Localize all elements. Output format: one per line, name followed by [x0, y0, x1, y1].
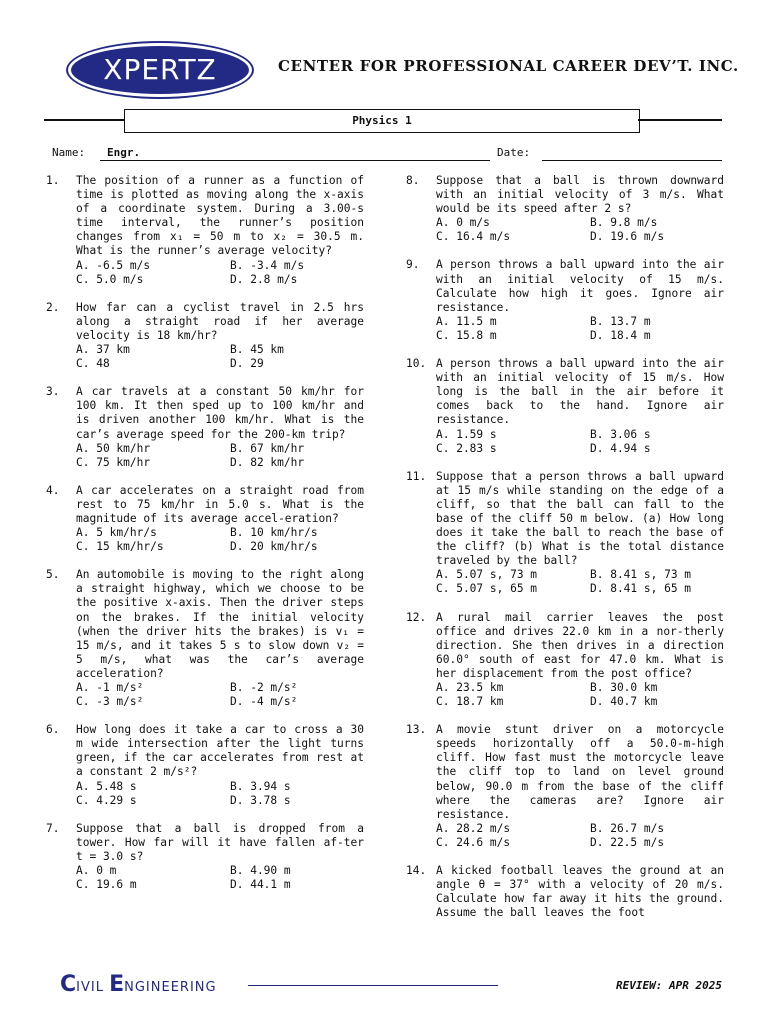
answer-option: C. 15 km/hr/s	[76, 540, 164, 554]
answer-option: D. 82 km/hr	[230, 455, 305, 469]
question-number: 11.	[406, 469, 427, 483]
question-spacer	[406, 850, 724, 864]
question-text: Suppose that a ball is thrown downward with an initial velocity of 3 m/s. What would be its speed after 2 s?	[436, 174, 724, 216]
question-item	[406, 864, 724, 920]
answer-option: D. 4.94 s	[590, 441, 651, 455]
answer-option: D. 8.41 s, 65 m	[590, 582, 692, 596]
answer-option: A. 5 km/hr/s	[76, 526, 157, 540]
answer-option: B. 8.41 s, 73 m	[590, 568, 692, 582]
answer-option: D. 19.6 m/s	[590, 230, 665, 244]
answer-option: D. 22.5 m/s	[590, 835, 665, 849]
answer-option: C. 2.83 s	[436, 441, 497, 455]
company-name: CENTER FOR PROFESSIONAL CAREER DEV’T. INC.	[278, 57, 739, 75]
question-item	[46, 174, 364, 287]
question-item	[46, 301, 364, 371]
review-date: REVIEW: APR 2025	[616, 979, 722, 992]
answer-options	[436, 568, 724, 596]
answer-option: B. 10 km/hr/s	[230, 526, 318, 540]
answer-options	[76, 864, 364, 892]
answer-option: C. 15.8 m	[436, 328, 497, 342]
answer-option: C. 4.29 s	[76, 793, 137, 807]
answer-option: C. 5.07 s, 65 m	[436, 582, 538, 596]
question-column-left	[46, 174, 364, 906]
question-spacer	[46, 470, 364, 484]
question-item	[406, 611, 724, 710]
answer-options	[436, 681, 724, 709]
answer-option: C. 75 km/hr	[76, 455, 151, 469]
answer-option: B. 67 km/hr	[230, 441, 305, 455]
question-spacer	[46, 371, 364, 385]
answer-option: A. 1.59 s	[436, 427, 497, 441]
date-underline	[542, 160, 722, 161]
question-text: How far can a cyclist travel in 2.5 hrs along a straight road if her average velocity is 18 km/hr?	[76, 300, 364, 342]
answer-option: A. 0 m/s	[436, 216, 490, 230]
footer-e-letter: E	[109, 972, 125, 997]
answer-option: D. 2.8 m/s	[230, 272, 298, 286]
question-text: A car accelerates on a straight road from rest to 75 km/hr in 5.0 s. What is the magnitude of its average accel-eration?	[76, 483, 364, 525]
xpertz-logo	[68, 43, 252, 97]
question-number: 3.	[46, 385, 60, 399]
question-text: Suppose that a ball is dropped from a tower. How far will it have fallen af-ter t = 3.0 s?	[76, 821, 364, 863]
question-text: An automobile is moving to the right along a straight highway, which we choose to be the positive x-axis. Then the driver steps on the brakes. If the initial velocity (when the driver hits the brakes) is v₁ = 15 m/s, and it takes 5 s to slow down v₂ = 5 m/s, what was the car’s average acceleration?	[76, 568, 364, 680]
answer-option: C. 5.0 m/s	[76, 272, 144, 286]
subject-title: Physics 1	[124, 109, 640, 133]
question-text: A rural mail carrier leaves the post office and drives 22.0 km in a nor-therly direction. She then drives in a direction 60.0° south of east for 47.0 km. What is her displacement from the post office?	[436, 610, 724, 680]
header-rule-right	[638, 119, 722, 121]
answer-options	[76, 259, 364, 287]
question-spacer	[46, 892, 364, 906]
question-item	[406, 357, 724, 456]
question-item	[46, 568, 364, 709]
answer-option: A. 23.5 km	[436, 681, 504, 694]
question-text: A car travels at a constant 50 km/hr for 100 km. It then sped up to 100 km/hr and is driven another 100 km/hr. What is the car’s average speed for the 200-km trip?	[76, 385, 364, 441]
question-text: How long does it take a car to cross a 30 m wide intersection after the light turns green, if the car accelerates from rest at a constant 2 m/s²?	[76, 723, 364, 779]
answer-option: A. -1 m/s²	[76, 681, 144, 694]
answer-option: A. 50 km/hr	[76, 441, 151, 455]
question-text: A kicked football leaves the ground at an angle θ = 37° with a velocity of 20 m/s. Calculate how far away it hits the ground. Assume the ball leaves the foot	[436, 864, 724, 920]
question-item	[406, 174, 724, 244]
answer-option: B. 26.7 m/s	[590, 821, 665, 835]
question-item	[406, 723, 724, 850]
answer-option: C. 18.7 km	[436, 695, 504, 709]
answer-option: A. 5.07 s, 73 m	[436, 568, 538, 582]
date-label: Date:	[497, 146, 531, 159]
answer-option: C. 16.4 m/s	[436, 230, 511, 244]
answer-option: A. -6.5 m/s	[76, 258, 151, 272]
question-spacer	[406, 244, 724, 258]
question-text: Suppose that a person throws a ball upward at 15 m/s while standing on the edge of a cliff, so that the ball can fall to the base of the cliff 50 m below. (a) How long does it take the ball to reach the base of the cliff? (b) What is the total distance traveled by the ball?	[436, 469, 724, 568]
answer-options	[76, 343, 364, 371]
question-item	[46, 385, 364, 470]
answer-options	[436, 216, 724, 244]
footer-e-rest: NGINEERING	[124, 980, 217, 995]
question-number: 4.	[46, 483, 60, 497]
question-text: A movie stunt driver on a motorcycle speeds horizontally off a 50.0-m-high cliff. How fast must the motorcycle leave the cliff top to land on level ground below, 90.0 m from the base of the cliff where the cameras are? Ignore air resistance.	[436, 723, 724, 821]
question-spacer	[406, 597, 724, 611]
answer-option: D. 3.78 s	[230, 793, 291, 807]
answer-option: B. 9.8 m/s	[590, 216, 658, 230]
answer-options	[436, 428, 724, 456]
answer-option: B. 45 km	[230, 343, 284, 357]
answer-option: C. 24.6 m/s	[436, 835, 511, 849]
question-number: 9.	[406, 258, 420, 272]
answer-options	[436, 315, 724, 343]
answer-option: C. 48	[76, 357, 110, 371]
question-item	[406, 470, 724, 597]
answer-option: D. 44.1 m	[230, 878, 291, 892]
question-number: 6.	[46, 723, 60, 737]
name-label: Name:	[52, 146, 86, 159]
answer-option: A. 0 m	[76, 864, 117, 878]
header-rule-left	[44, 119, 124, 121]
question-item	[46, 723, 364, 808]
answer-option: D. 20 km/hr/s	[230, 540, 318, 554]
footer-c-rest: IVIL	[76, 980, 110, 995]
question-spacer	[406, 456, 724, 470]
answer-options	[76, 526, 364, 554]
question-number: 13.	[406, 723, 427, 737]
footer-rule	[248, 985, 498, 986]
question-number: 12.	[406, 610, 427, 624]
answer-option: D. 40.7 km	[590, 695, 658, 709]
answer-options	[76, 681, 364, 709]
question-number: 10.	[406, 357, 427, 371]
answer-option: B. 3.94 s	[230, 779, 291, 793]
answer-option: C. 19.6 m	[76, 878, 137, 892]
answer-option: A. 28.2 m/s	[436, 821, 511, 835]
question-spacer	[406, 920, 724, 934]
question-spacer	[406, 343, 724, 357]
answer-option: B. -3.4 m/s	[230, 258, 305, 272]
name-underline	[100, 160, 490, 161]
answer-option: B. 3.06 s	[590, 427, 651, 441]
answer-options	[76, 780, 364, 808]
answer-options	[436, 822, 724, 850]
question-number: 14.	[406, 864, 427, 878]
question-text: A person throws a ball upward into the air with an initial velocity of 15 m/s. Calculate how high it goes. Ignore air resistance.	[436, 258, 724, 314]
answer-option: C. -3 m/s²	[76, 695, 144, 709]
answer-option: A. 5.48 s	[76, 779, 137, 793]
name-value: Engr.	[107, 146, 141, 159]
logo-text: XPERTZ	[103, 53, 217, 86]
question-number: 5.	[46, 568, 60, 582]
answer-option: D. -4 m/s²	[230, 695, 298, 709]
answer-option: B. 13.7 m	[590, 314, 651, 328]
question-number: 7.	[46, 821, 60, 835]
question-item	[46, 822, 364, 892]
answer-option: B. 30.0 km	[590, 681, 658, 694]
answer-option: A. 11.5 m	[436, 314, 497, 328]
question-item	[406, 258, 724, 343]
answer-option: D. 29	[230, 357, 264, 371]
question-column-right	[406, 174, 724, 934]
question-text: A person throws a ball upward into the air with an initial velocity of 15 m/s. How long is the ball in the air before it comes back to the hand. Ignore air resistance.	[436, 357, 724, 427]
question-spacer	[46, 808, 364, 822]
footer-c-letter: C	[60, 972, 77, 997]
answer-option: D. 18.4 m	[590, 328, 651, 342]
footer-civil-engineering	[60, 972, 217, 997]
question-spacer	[46, 709, 364, 723]
question-number: 1.	[46, 174, 60, 187]
answer-option: B. -2 m/s²	[230, 681, 298, 694]
answer-options	[76, 442, 364, 470]
question-number: 8.	[406, 174, 420, 187]
question-spacer	[46, 287, 364, 301]
question-number: 2.	[46, 300, 60, 314]
question-spacer	[406, 709, 724, 723]
answer-option: B. 4.90 m	[230, 864, 291, 878]
question-item	[46, 484, 364, 554]
question-spacer	[46, 554, 364, 568]
answer-option: A. 37 km	[76, 343, 130, 357]
question-text: The position of a runner as a function of time is plotted as moving along the x-axis of a coordinate system. During a 3.00-s time interval, the runner’s position changes from x₁ = 50 m to x₂ = 30.5 m. What is the runner’s average velocity?	[76, 174, 364, 258]
